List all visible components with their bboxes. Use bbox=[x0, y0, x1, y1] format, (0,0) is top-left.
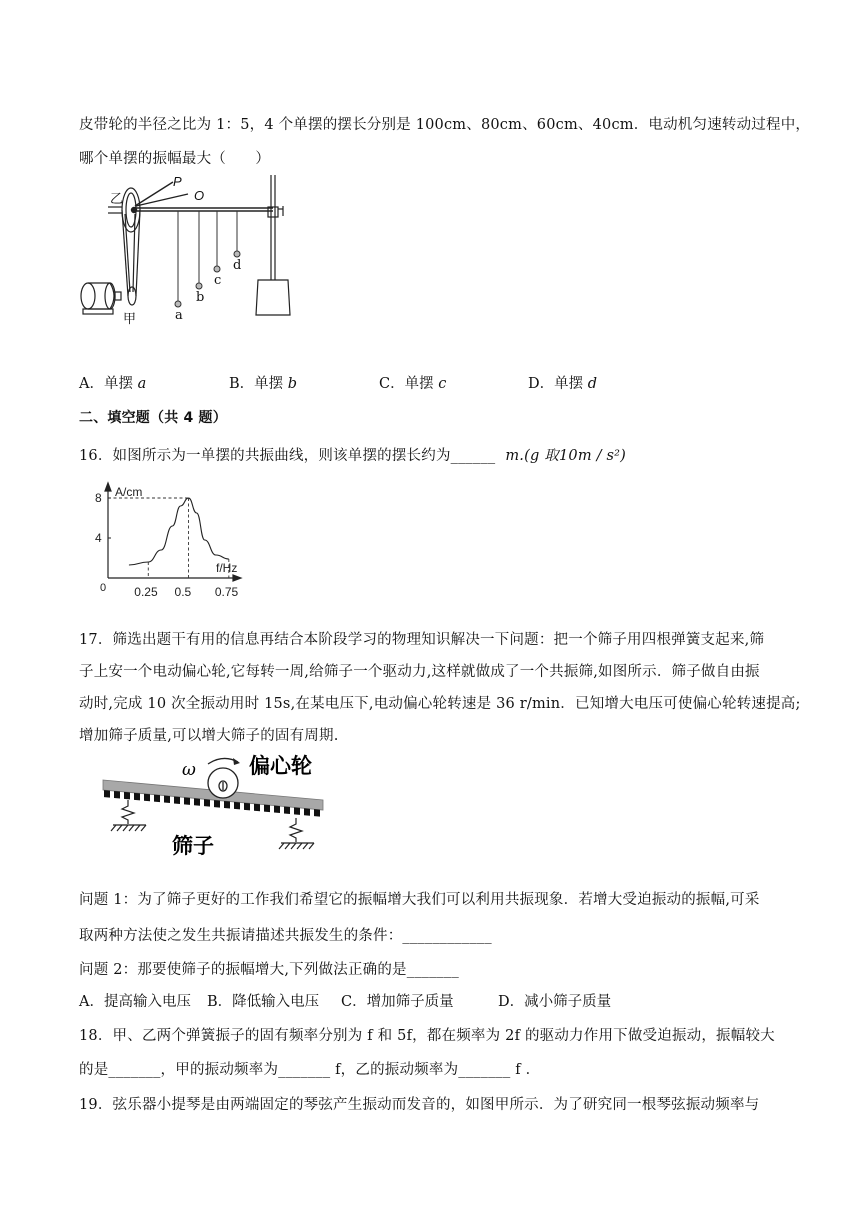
label-d: d bbox=[233, 258, 242, 273]
q16-text: 16．如图所示为一单摆的共振曲线，则该单摆的摆长约为______ m.(g 取10m / s²) bbox=[79, 448, 626, 464]
sieve-tooth bbox=[194, 798, 200, 806]
label-b: b bbox=[196, 290, 205, 305]
resonance-curve bbox=[129, 498, 229, 565]
q17-problem1-line2: 取两种方法使之发生共振请描述共振发生的条件：____________ bbox=[79, 928, 492, 944]
label-a: a bbox=[175, 308, 183, 323]
motor-drawing bbox=[81, 283, 121, 314]
label-wheel: 偏心轮 bbox=[249, 755, 312, 778]
sieve-tooth bbox=[294, 807, 300, 815]
eccentric-wheel bbox=[208, 768, 238, 798]
sieve-tooth bbox=[174, 796, 180, 804]
sieve-tooth bbox=[274, 806, 280, 814]
sieve-tooth bbox=[104, 790, 110, 798]
sieve-tooth bbox=[304, 808, 310, 816]
q17-text-line3: 动时,完成 10 次全振动用时 15s,在某电压下,电动偏心轮转速是 36 r/min．已知增大电压可使偏心轮转速提高; bbox=[79, 696, 801, 712]
label-jia: 甲 bbox=[123, 312, 137, 327]
x-tick-label: 0.5 bbox=[174, 585, 192, 599]
q17-option-d: D．减小筛子质量 bbox=[498, 994, 612, 1010]
pendulum-figure bbox=[78, 170, 293, 330]
sieve-tooth bbox=[244, 803, 250, 811]
sieve-figure bbox=[98, 752, 330, 860]
sieve-tooth bbox=[114, 791, 120, 799]
sieve-tooth bbox=[184, 797, 190, 805]
stand-drawing bbox=[256, 175, 290, 315]
sieve-tooth bbox=[154, 795, 160, 803]
sieve-tooth bbox=[224, 801, 230, 809]
sieve-tooth bbox=[204, 799, 210, 807]
resonance-chart bbox=[88, 480, 258, 605]
q17-text-line1: 17．筛选出题干有用的信息再结合本阶段学习的物理知识解决一下问题：把一个筛子用四根弹簧支起来,筛 bbox=[79, 632, 765, 648]
sieve-tooth bbox=[164, 796, 170, 804]
q18-text-line1: 18．甲、乙两个弹簧振子的固有频率分别为 f 和 5f，都在频率为 2f 的驱动力作用下做受迫振动，振幅较大 bbox=[79, 1028, 775, 1044]
y-tick-label: 4 bbox=[95, 531, 102, 545]
label-yi: 乙 bbox=[110, 192, 124, 207]
chart-ylabel: A/cm bbox=[115, 485, 143, 499]
q15-option-b: B．单摆 b bbox=[229, 376, 298, 392]
label-c: c bbox=[214, 273, 222, 288]
sieve-tooth bbox=[264, 805, 270, 813]
chart-xlabel: f/Hz bbox=[216, 561, 238, 575]
x-tick-label: 0.75 bbox=[214, 585, 239, 599]
sieve-tooth bbox=[214, 800, 220, 808]
label-O: O bbox=[194, 188, 205, 203]
sieve-tooth bbox=[314, 809, 320, 817]
q19-text-line1: 19．弦乐器小提琴是由两端固定的琴弦产生振动而发音的，如图甲所示．为了研究同一根琴弦振动频率与 bbox=[79, 1097, 760, 1113]
label-omega: ω bbox=[182, 760, 196, 780]
q15-text-line2: 哪个单摆的振幅最大（ ） bbox=[79, 151, 271, 167]
label-sieve: 筛子 bbox=[172, 835, 214, 858]
x-tick-label: 0.25 bbox=[134, 585, 158, 599]
section-heading: 二、填空题（共 4 题） bbox=[79, 410, 227, 426]
sieve-tooth bbox=[144, 794, 150, 802]
sieve-tooth bbox=[284, 806, 290, 814]
q17-option-b: B．降低输入电压 bbox=[207, 994, 320, 1010]
q17-problem1-line1: 问题 1：为了筛子更好的工作我们希望它的振幅增大我们可以利用共振现象．若增大受迫振动的振幅,可采 bbox=[79, 892, 760, 908]
q17-option-a: A．提高输入电压 bbox=[79, 994, 191, 1010]
q17-text-line4: 增加筛子质量,可以增大筛子的固有周期. bbox=[79, 728, 339, 744]
y-tick-label: 8 bbox=[95, 491, 102, 505]
q17-text-line2: 子上安一个电动偏心轮,它每转一周,给筛子一个驱动力,这样就做成了一个共振筛,如图所示．筛子做自由振 bbox=[79, 664, 760, 680]
q15-text-line1: 皮带轮的半径之比为 1：5，4 个单摆的摆长分别是 100cm、80cm、60cm、40cm．电动机匀速转动过程中， bbox=[79, 117, 811, 133]
q15-option-a: A．单摆 a bbox=[79, 376, 147, 392]
sieve-tooth bbox=[254, 804, 260, 812]
sieve-tooth bbox=[234, 802, 240, 810]
q17-option-c: C．增加筛子质量 bbox=[341, 994, 454, 1010]
sieve-tooth bbox=[124, 792, 130, 800]
q15-option-d: D．单摆 d bbox=[528, 376, 598, 392]
pendulums bbox=[175, 211, 240, 307]
label-P: P bbox=[173, 174, 182, 189]
q18-text-line2: 的是_______，甲的振动频率为_______ f，乙的振动频率为_______ f ． bbox=[79, 1062, 541, 1078]
q15-option-c: C．单摆 c bbox=[379, 376, 447, 392]
q17-problem2: 问题 2：那要使筛子的振幅增大,下列做法正确的是_______ bbox=[79, 962, 459, 978]
chart-origin: 0 bbox=[100, 582, 107, 594]
sieve-tooth bbox=[134, 793, 140, 801]
